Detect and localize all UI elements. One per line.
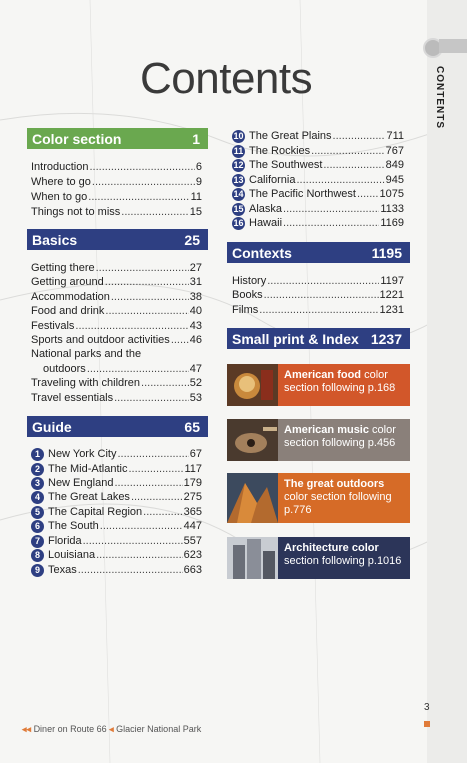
side-label: CONTENTS	[434, 66, 445, 129]
page-number: 3	[424, 702, 430, 713]
chapter-number-badge: 14	[233, 189, 244, 199]
strip-text: Architecture color section following p.1016	[278, 537, 410, 579]
guide-entry[interactable]: 11 The Rockies ..... 767	[232, 144, 404, 158]
toc-entry[interactable]: Travel essentials ..... 53	[31, 391, 202, 405]
architecture-photo	[227, 537, 278, 579]
toc-entry[interactable]: Accommodation ..... 38	[31, 290, 202, 304]
strip-text: The great outdoors color section following p.776	[278, 473, 410, 523]
guide-entry[interactable]: 6 The South ..... 447	[31, 519, 202, 533]
toc-entry[interactable]: Things not to miss ..... 15	[31, 205, 202, 219]
toc-entry[interactable]: Festivals ..... 43	[31, 319, 202, 333]
chapter-number-badge: 13	[233, 175, 244, 185]
section-header-basics[interactable]: Basics 25	[27, 229, 208, 250]
section-header-guide[interactable]: Guide 65	[27, 416, 208, 437]
page-title: Contents	[140, 54, 313, 103]
chapter-number-badge: 7	[31, 535, 44, 548]
toc-entry[interactable]: Food and drink ..... 40	[31, 304, 202, 318]
guide-entry[interactable]: 4 The Great Lakes ..... 275	[31, 490, 202, 504]
toc-entry[interactable]: Where to go ..... 9	[31, 175, 202, 189]
chapter-number-badge: 1	[31, 448, 44, 461]
chapter-number-badge: 15	[233, 204, 244, 214]
chapter-number-badge: 16	[233, 218, 244, 228]
chapter-number-badge: 6	[31, 520, 44, 533]
page-marker	[424, 721, 430, 727]
guide-entry[interactable]: 12 The Southwest ..... 849	[232, 158, 404, 172]
color-strip-architecture[interactable]	[227, 537, 410, 579]
chapter-number-badge: 8	[31, 549, 44, 562]
chapter-number-badge: 12	[233, 160, 244, 170]
guide-entry[interactable]: 5 The Capital Region ..... 365	[31, 505, 202, 519]
toc-entry[interactable]: Traveling with children ..... 52	[31, 376, 202, 390]
toc-entry[interactable]: Getting around ..... 31	[31, 275, 202, 289]
guide-entry[interactable]: 13 California ..... 945	[232, 173, 404, 187]
chapter-number-badge: 3	[31, 477, 44, 490]
strip-text: American food color section following p.168	[278, 364, 410, 406]
chapter-number-badge: 11	[233, 146, 244, 156]
outdoors-photo	[227, 473, 278, 523]
toc-entry[interactable]: History ..... 1197	[232, 274, 404, 288]
section-header-small-print[interactable]: Small print & Index 1237	[227, 328, 410, 349]
guide-entry[interactable]: 1 New York City ..... 67	[31, 447, 202, 461]
guide-entry[interactable]: 2 The Mid-Atlantic ..... 117	[31, 462, 202, 476]
guide-entry[interactable]: 9 Texas ..... 663	[31, 563, 202, 577]
toc-entry[interactable]: Books ..... 1221	[232, 288, 404, 302]
photo-caption: ◂◂ Diner on Route 66 ◂ Glacier National Park	[22, 724, 202, 734]
tab-marker-strip	[439, 39, 467, 53]
chapter-number-badge: 10	[233, 131, 244, 141]
toc-entry-line2[interactable]: outdoors ..... 47	[43, 362, 202, 376]
chapter-number-badge: 4	[31, 491, 44, 504]
guide-entry[interactable]: 10 The Great Plains ..... 711	[232, 129, 404, 143]
guide-entry[interactable]: 16 Hawaii ..... 1169	[232, 216, 404, 230]
toc-entry[interactable]: Introduction ..... 6	[31, 160, 202, 174]
toc-entry-line1[interactable]: National parks and the	[31, 348, 142, 360]
guide-entry[interactable]: 7 Florida ..... 557	[31, 534, 202, 548]
chapter-number-badge: 2	[31, 463, 44, 476]
toc-entry[interactable]: Films ..... 1231	[232, 303, 404, 317]
toc-entry[interactable]: Getting there ..... 27	[31, 261, 202, 275]
food-photo	[227, 364, 278, 406]
color-strip-music[interactable]	[227, 419, 410, 461]
strip-text: American music color section following p.456	[278, 419, 410, 461]
music-photo	[227, 419, 278, 461]
section-header-contexts[interactable]: Contexts 1195	[227, 242, 410, 263]
section-header-color[interactable]: Color section 1	[27, 128, 208, 149]
toc-entry[interactable]: When to go ..... 11	[31, 190, 202, 204]
arrow-left-icon: ◂	[109, 724, 114, 734]
guide-entry[interactable]: 8 Louisiana ..... 623	[31, 548, 202, 562]
chapter-number-badge: 9	[31, 564, 44, 577]
chapter-number-badge: 5	[31, 506, 44, 519]
color-strip-food[interactable]	[227, 364, 410, 406]
guide-entry[interactable]: 15 Alaska ..... 1133	[232, 202, 404, 216]
toc-entry[interactable]: Sports and outdoor activities ..... 46	[31, 333, 202, 347]
guide-entry[interactable]: 14 The Pacific Northwest ..... 1075	[232, 187, 404, 201]
arrow-left-icon: ◂◂	[22, 724, 32, 734]
guide-entry[interactable]: 3 New England ..... 179	[31, 476, 202, 490]
color-strip-outdoors[interactable]	[227, 473, 410, 523]
